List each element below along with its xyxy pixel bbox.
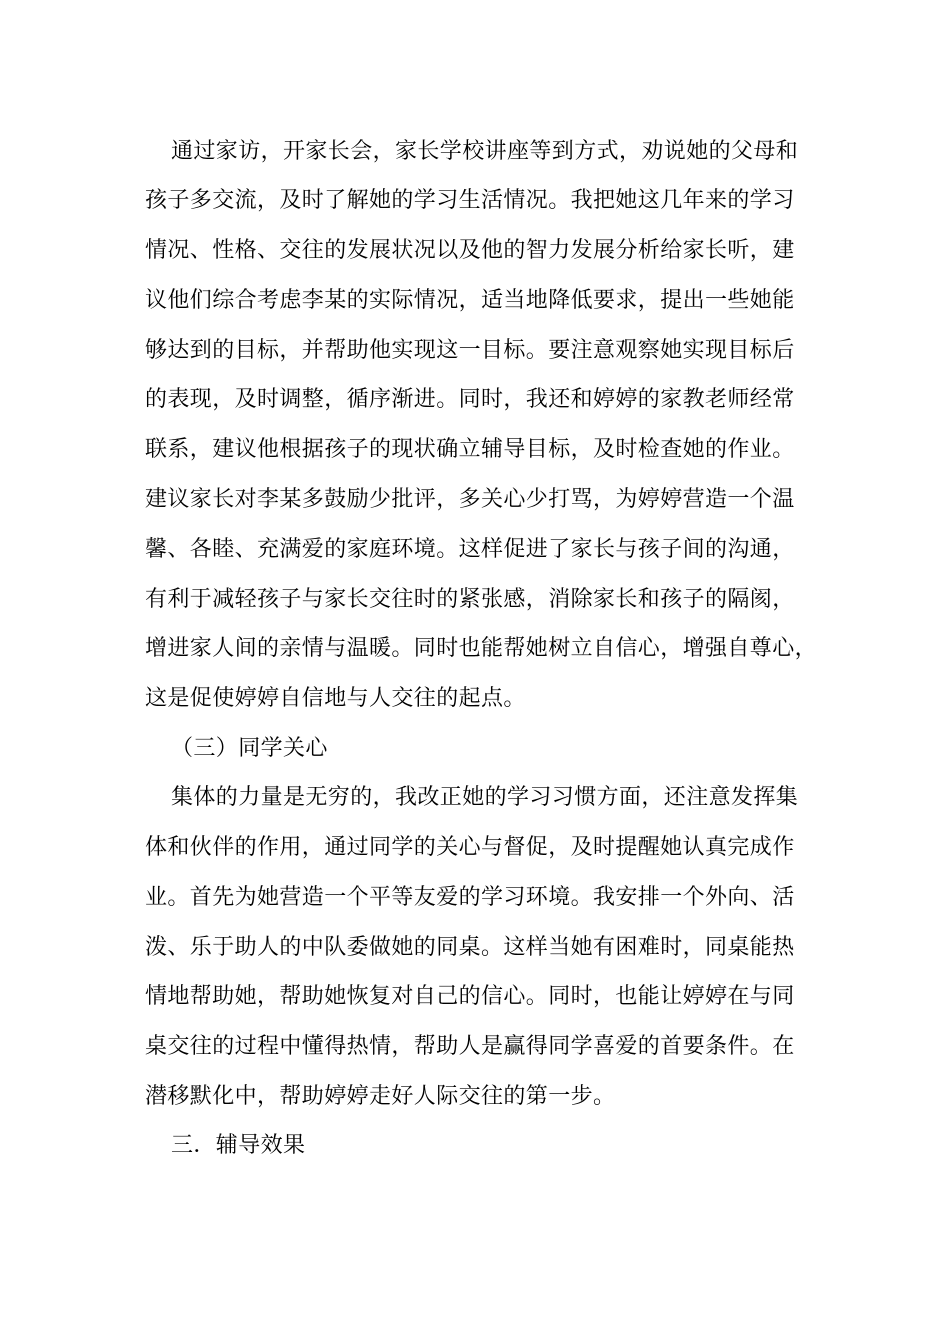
text-line: 集体的力量是无穷的，我改正她的学习习惯方面，还注意发挥集 <box>171 785 799 810</box>
text-line: 潜移默化中，帮助婷婷走好人际交往的第一步。 <box>145 1084 616 1109</box>
text-line: 业。首先为她营造一个平等友爱的学习环境。我安排一个外向、活 <box>145 885 795 910</box>
section-heading-effect: 三．辅导效果 <box>171 1133 306 1158</box>
text-line: 建议家长对李某多鼓励少批评，多关心少打骂，为婷婷营造一个温 <box>145 487 795 512</box>
text-line: 桌交往的过程中懂得热情，帮助人是赢得同学喜爱的首要条件。在 <box>145 1034 795 1059</box>
text-line: 这是促使婷婷自信地与人交往的起点。 <box>145 686 526 711</box>
text-line: 联系，建议他根据孩子的现状确立辅导目标，及时检查她的作业。 <box>145 437 795 462</box>
text-line: 体和伙伴的作用，通过同学的关心与督促，及时提醒她认真完成作 <box>145 835 795 860</box>
text-line: 馨、各睦、充满爱的家庭环境。这样促进了家长与孩子间的沟通， <box>145 537 795 562</box>
text-line: 的表现，及时调整，循序渐进。同时，我还和婷婷的家教老师经常 <box>145 387 795 412</box>
text-line: 情况、性格、交往的发展状况以及他的智力发展分析给家长听，建 <box>145 238 795 263</box>
text-line: 够达到的目标，并帮助他实现这一目标。要注意观察她实现目标后 <box>145 338 795 363</box>
text-line: 孩子多交流，及时了解她的学习生活情况。我把她这几年来的学习 <box>145 188 795 213</box>
section-heading-classmates: （三）同学关心 <box>171 736 328 761</box>
text-line: 增进家人间的亲情与温暖。同时也能帮她树立自信心，增强自尊心， <box>145 636 818 661</box>
text-line: 议他们综合考虑李某的实际情况，适当地降低要求，提出一些她能 <box>145 288 795 313</box>
text-line: 有利于减轻孩子与家长交往时的紧张感，消除家长和孩子的隔阂， <box>145 587 795 612</box>
text-line: 情地帮助她，帮助她恢复对自己的信心。同时，也能让婷婷在与同 <box>145 984 795 1009</box>
text-line: 通过家访，开家长会，家长学校讲座等到方式，劝说她的父母和 <box>171 139 799 164</box>
text-line: 泼、乐于助人的中队委做她的同桌。这样当她有困难时，同桌能热 <box>145 935 795 960</box>
